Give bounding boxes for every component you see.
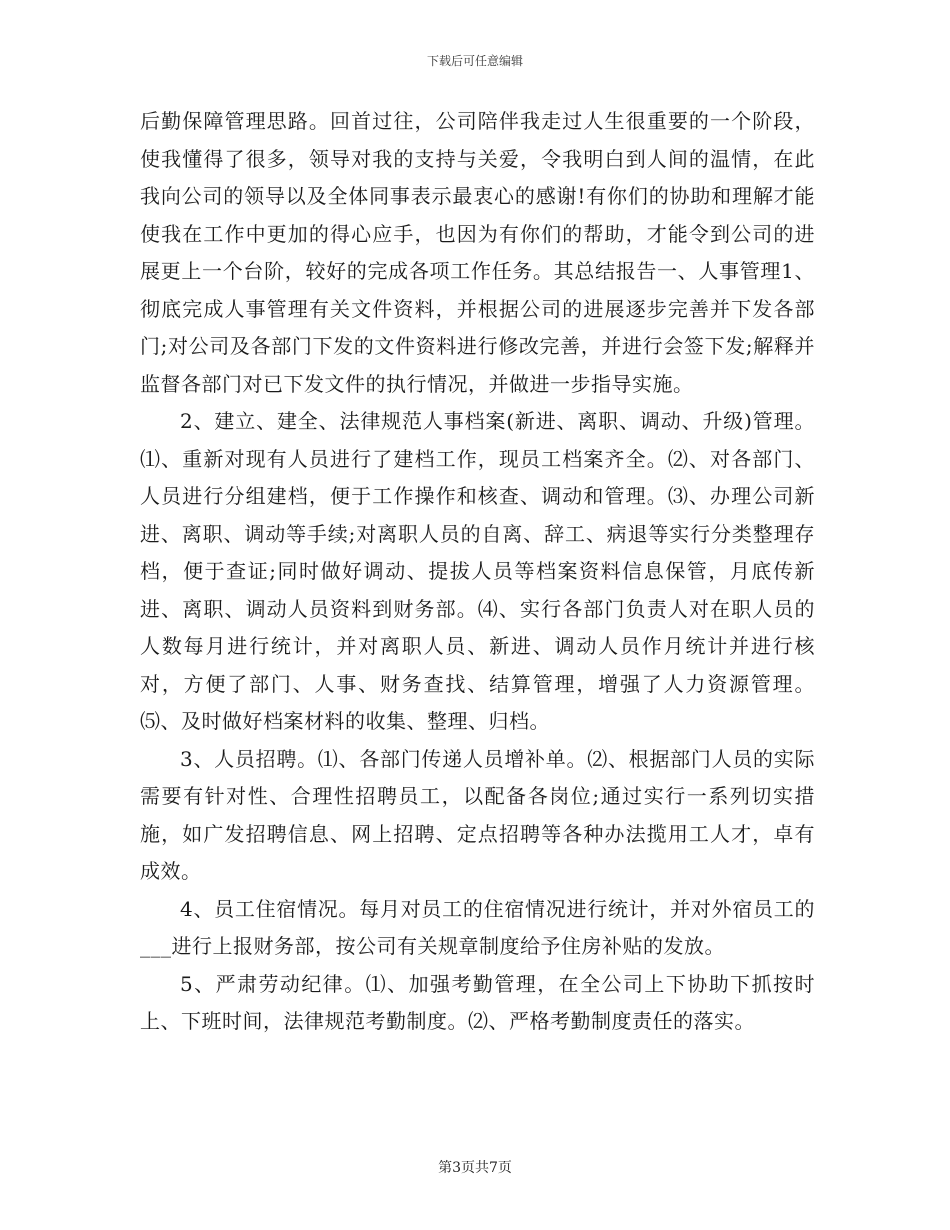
page-number: 第3页共7页 xyxy=(438,1160,512,1176)
page-header: 下载后可任意编辑 xyxy=(426,54,523,68)
document-body xyxy=(140,103,815,1041)
paragraph-item-3: 3、人员招聘。⑴、各部门传递人员增补单。⑵、根据部门人员的实际需要有针对性、合理性招聘员工，以配备各岗位;通过实行一系列切实措施，如广发招聘信息、网上招聘、定点招聘等各种办法揽用工人才，卓有成效。 xyxy=(140,746,815,883)
paragraph-intro: 后勤保障管理思路。回首过往，公司陪伴我走过人生很重要的一个阶段，使我懂得了很多，领导对我的支持与关爱，令我明白到人间的温情，在此我向公司的领导以及全体同事表示最衷心的感谢!有你们的协助和理解才能使我在工作中更加的得心应手，也因为有你们的帮助，才能令到公司的进展更上一个台阶，较好的完成各项工作任务。其总结报告一、人事管理1、彻底完成人事管理有关文件资料，并根据公司的进展逐步完善并下发各部门;对公司及各部门下发的文件资料进行修改完善，并进行会签下发;解释并监督各部门对已下发文件的执行情况，并做进一步指导实施。 xyxy=(140,109,815,396)
paragraph-item-5: 5、严肃劳动纪律。⑴、加强考勤管理，在全公司上下协助下抓按时上、下班时间，法律规范考勤制度。⑵、严格考勤制度责任的落实。 xyxy=(140,971,815,1033)
paragraph-item-2: 2、建立、建全、法律规范人事档案(新进、离职、调动、升级)管理。⑴、重新对现有人员进行了建档工作，现员工档案齐全。⑵、对各部门、人员进行分组建档，便于工作操作和核查、调动和管理。⑶、办理公司新进、离职、调动等手续;对离职人员的自离、辞工、病退等实行分类整理存档，便于查证;同时做好调动、提拔人员等档案资料信息保管，月底传新进、离职、调动人员资料到财务部。⑷、实行各部门负责人对在职人员的人数每月进行统计，并对离职人员、新进、调动人员作月统计并进行核对，方便了部门、人事、财务查找、结算管理，增强了人力资源管理。⑸、及时做好档案材料的收集、整理、归档。 xyxy=(140,409,815,733)
paragraph-item-4: 4、员工住宿情况。每月对员工的住宿情况进行统计，并对外宿员工的___进行上报财务部，按公司有关规章制度给予住房补贴的发放。 xyxy=(140,896,815,958)
